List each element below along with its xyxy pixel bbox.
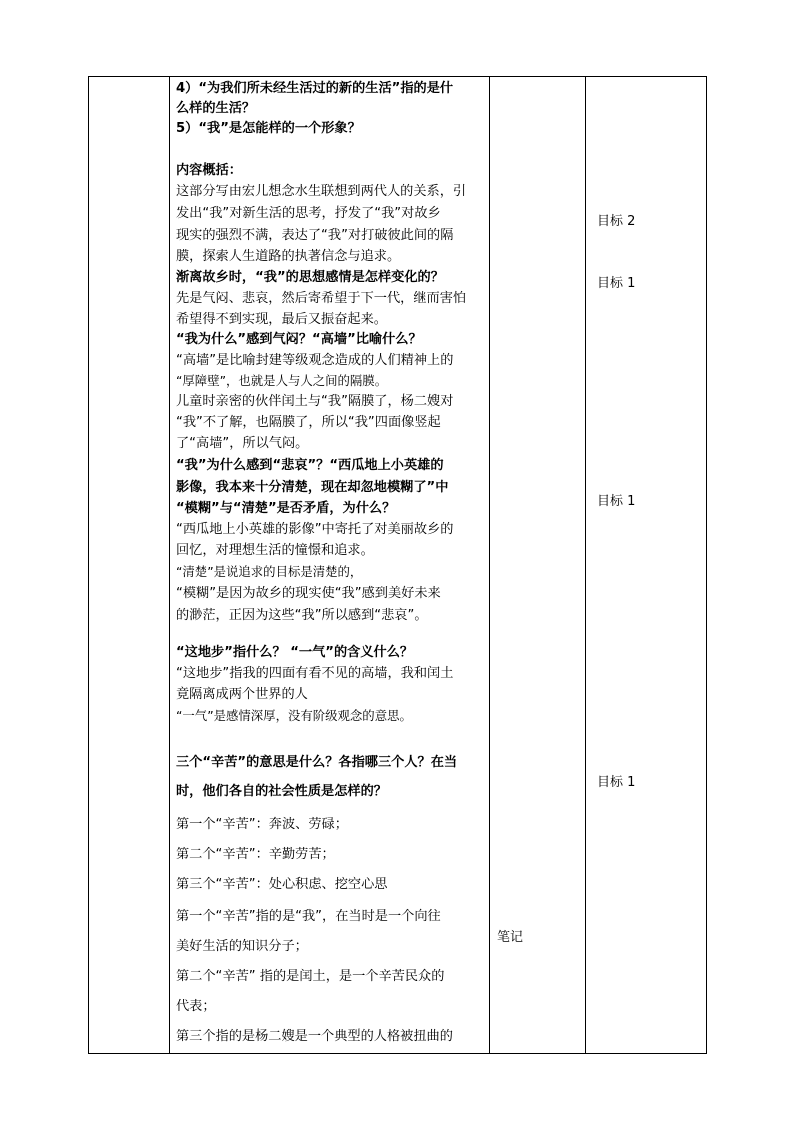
notes-label: 笔记 [497, 930, 524, 945]
text-line: 竟隔离成两个世界的人 [176, 687, 308, 702]
text-line: 代表； [176, 999, 216, 1014]
text-line: 第一个“辛苦”：奔波、劳碌； [176, 817, 348, 832]
text-line: 美好生活的知识分子； [176, 939, 308, 954]
text-line: 先是气闷、悲哀，然后寄希望于下一代，继而害怕 [176, 291, 467, 306]
question-line: 影像，我本来十分清楚，现在却忽地模糊了”中 [176, 480, 449, 495]
text-line: “我”不了解，也隔膜了，所以“我”四面像竖起 [176, 415, 441, 430]
text-line: 第三个“辛苦”：处心积虑、挖空心思 [176, 877, 388, 892]
text-line: 的渺茫，正因为这些“我”所以感到“悲哀”。 [176, 608, 428, 623]
notes-column [491, 77, 587, 1053]
text-line: 回忆，对理想生活的憧憬和追求。 [176, 543, 374, 558]
question-line: “这地步”指什么？ “一气”的含义什么？ [176, 645, 414, 660]
section-heading: 内容概括： [176, 163, 242, 178]
text-line: 了“高墙”，所以气闷。 [176, 436, 309, 451]
text-line: 现实的强烈不满，表达了“我”对打破彼此间的隔 [176, 228, 454, 243]
text-line: 这部分写由宏儿想念水生联想到两代人的关系，引 [176, 184, 467, 199]
text-line: 么样的生活？ [176, 101, 256, 116]
content-column [171, 77, 491, 1053]
lesson-table [88, 76, 707, 1054]
text-line: 发出“我”对新生活的思考，抒发了“我”对故乡 [176, 206, 441, 221]
text-line: 4）“为我们所未经生活过的新的生活”指的是什 [176, 81, 454, 96]
text-line: “西瓜地上小英雄的影像”中寄托了对美丽故乡的 [176, 522, 454, 537]
goal-label: 目标 1 [597, 494, 636, 509]
question-line: “模糊”与“清楚”是否矛盾，为什么？ [176, 501, 396, 516]
text-line: 希望得不到实现，最后又振奋起来。 [176, 312, 387, 327]
text-line: 5）“我”是怎能样的一个形象？ [176, 121, 361, 136]
goal-label: 目标 1 [597, 276, 636, 291]
text-line: 第三个指的是杨二嫂是一个典型的人格被扭曲的 [176, 1029, 453, 1044]
text-line: 第一个“辛苦”指的是“我”，在当时是一个向往 [176, 909, 441, 924]
text-line: “厚障壁”，也就是人与人之间的隔膜。 [176, 373, 388, 388]
text-line: “清楚”是说追求的目标是清楚的， [176, 564, 363, 579]
question-line: 三个“辛苦”的意思是什么？各指哪三个人？在当 [176, 755, 458, 770]
goal-label: 目标 2 [597, 214, 636, 229]
text-line: 第二个“辛苦”：辛勤劳苦； [176, 847, 335, 862]
text-line: “模糊”是因为故乡的现实使“我”感到美好未来 [176, 586, 441, 601]
question-line: “我为什么”感到气闷？“高墙”比喻什么？ [176, 332, 422, 347]
text-line: 膜，探索人生道路的执著信念与追求。 [176, 249, 401, 264]
goal-label: 目标 1 [597, 775, 636, 790]
goals-column [587, 77, 706, 1053]
question-line: “我”为什么感到“悲哀”？“西瓜地上小英雄的 [176, 458, 444, 473]
column-divider [169, 77, 170, 1053]
question-line: 渐离故乡时，“我”的思想感情是怎样变化的？ [176, 270, 444, 285]
text-line: “高墙”是比喻封建等级观念造成的人们精神上的 [176, 353, 454, 368]
text-line: 第二个“辛苦” 指的是闰土，是一个辛苦民众的 [176, 969, 445, 984]
text-line: “这地步”指我的四面有看不见的高墙，我和闰土 [176, 666, 454, 681]
text-line: “一气”是感情深厚，没有阶级观念的意思。 [176, 708, 412, 723]
question-line: 时，他们各自的社会性质是怎样的？ [176, 784, 387, 799]
text-line: 儿童时亲密的伙伴闰土与“我”隔膜了，杨二嫂对 [176, 394, 454, 409]
